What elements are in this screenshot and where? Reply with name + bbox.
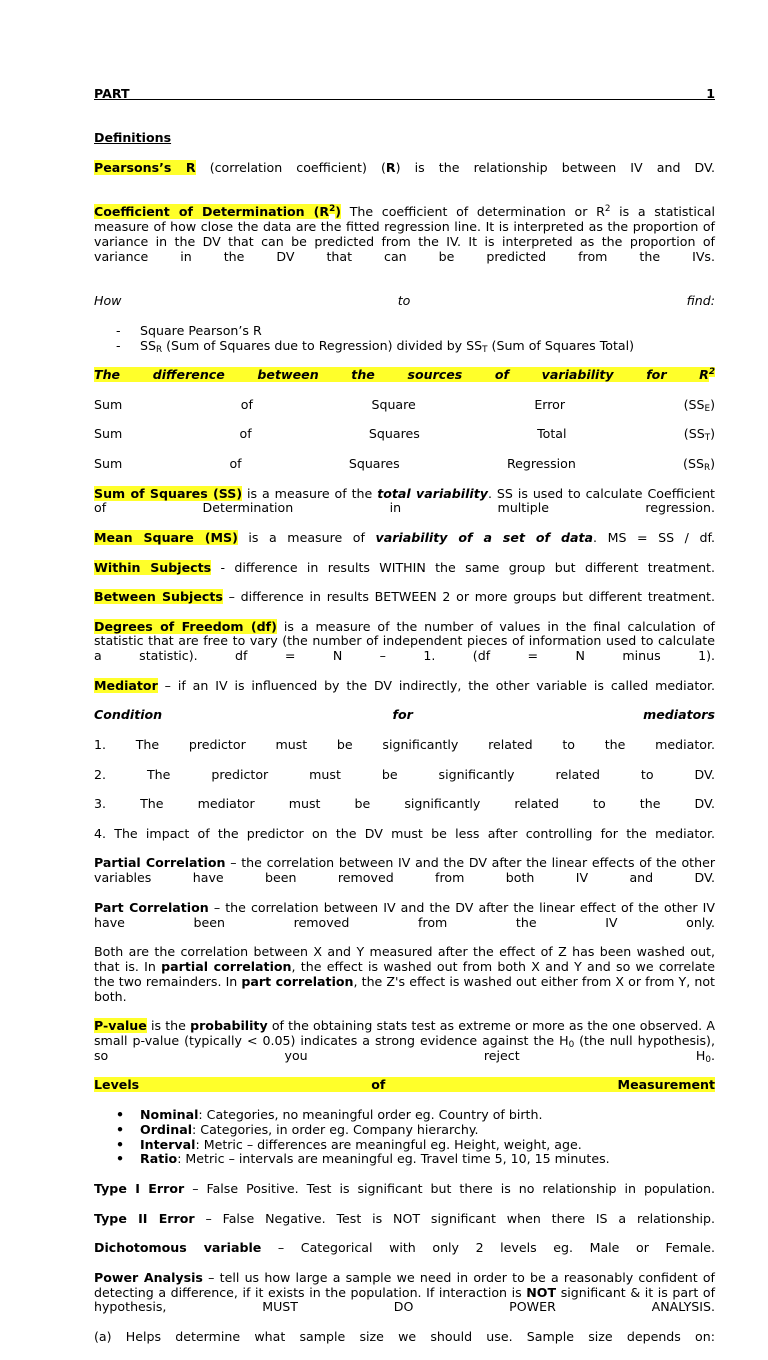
text-run: , the Z's effect is washed out either from X or from Y, not both. <box>94 973 715 1004</box>
blank-line <box>94 279 715 294</box>
text-run: . SS is used to calculate Coefficient of Determination in multiple regression. <box>94 485 715 516</box>
subscript: E <box>704 403 711 414</box>
document-page <box>94 87 715 1360</box>
text-run: (correlation coefficient) ( <box>195 159 386 175</box>
list-item <box>116 339 715 354</box>
highlighted-term: Within Subjects <box>94 559 212 575</box>
text-run: . MS = SS / df. <box>593 529 715 545</box>
subscript: T <box>482 344 488 355</box>
list-item <box>116 1152 715 1167</box>
superscript: 2 <box>708 367 715 378</box>
text-run: : Categories, no meaningful order eg. Country of birth. <box>198 1106 543 1122</box>
text-run: is a statistical measure of how close the data are the fitted regression line. It is interpreted as the proportion of variance in the DV that can be predicted from the IV. It is interpreted as the proportion of variance in the DV that can be predicted from the IVs. <box>94 204 715 264</box>
bold-text: total variability <box>377 485 488 501</box>
text-run: 1. The predictor must be significantly related to the mediator. <box>94 737 715 753</box>
text-run: SS <box>140 337 156 353</box>
highlighted-term: Degrees of Freedom (df) <box>94 618 277 634</box>
paragraph <box>94 901 715 945</box>
paragraph <box>94 827 715 857</box>
text-run: 4. The impact of the predictor on the DV must be less after controlling for the mediator. <box>94 825 715 841</box>
paragraph <box>94 738 715 768</box>
paragraph <box>94 1212 715 1242</box>
bold-text: Type I Error <box>94 1180 185 1196</box>
text-run: ) <box>710 396 715 412</box>
text-run: – tell us how large a sample we need in order to be a reasonably confident of detecting a difference, if it exists in the population. If interaction is <box>94 1269 715 1300</box>
superscript: 2 <box>604 204 611 215</box>
paragraph <box>94 1019 715 1078</box>
highlighted-term: Sum of Squares (SS) <box>94 485 243 501</box>
text-run: – if an IV is influenced by the DV indirectly, the other variable is called mediator. <box>157 677 715 693</box>
text-run: Square Pearson’s R <box>140 322 262 338</box>
paragraph <box>94 205 715 279</box>
superscript: 2 <box>329 204 336 215</box>
text-run: , the effect is washed out from both X and Y and so we correlate the two remainders. In <box>94 959 715 989</box>
paragraph <box>94 294 715 324</box>
text-run: How to find: <box>94 293 715 309</box>
text-run: significant & it is part of hypothesis, MUST DO POWER ANALYSIS. <box>94 1284 715 1315</box>
bold-text: Type II Error <box>94 1210 195 1226</box>
text-run: 2. The predictor must be significantly related to DV. <box>94 766 715 782</box>
bold-text: Definitions <box>94 130 172 146</box>
paragraph <box>94 590 715 620</box>
paragraph <box>94 679 715 709</box>
bold-text: Ordinal <box>140 1121 193 1137</box>
text-run: 3. The mediator must be significantly related to the DV. <box>94 796 715 812</box>
bold-text: Part Correlation <box>94 899 209 915</box>
text-run: of the obtaining stats test as extreme or more as the one observed. A small p-value (typically < 0.05) indicates a strong evidence against the H <box>94 1018 715 1048</box>
subscript: R <box>156 344 163 355</box>
paragraph <box>94 161 715 191</box>
list-item <box>116 1123 715 1138</box>
highlighted-term: Levels of Measurement <box>94 1077 715 1093</box>
paragraph <box>94 1330 715 1360</box>
paragraph <box>94 398 715 428</box>
paragraph <box>94 87 715 117</box>
subscript: 0 <box>705 1054 711 1065</box>
text-run: is the <box>146 1018 191 1034</box>
bold-text: Ratio <box>140 1151 178 1167</box>
bullet-list <box>94 1108 715 1167</box>
bold-text: Interval <box>140 1136 196 1152</box>
text-run: ) <box>710 455 715 471</box>
paragraph <box>94 1271 715 1330</box>
dash-list <box>94 324 715 354</box>
list-item <box>116 1108 715 1123</box>
text-run: – False Positive. Test is significant but there is no relationship in population. <box>184 1180 716 1196</box>
bold-text: Power Analysis <box>94 1269 203 1285</box>
blank-line <box>94 117 715 132</box>
text-run: : Categories, in order eg. Company hierarchy. <box>192 1121 479 1137</box>
text-run: (Sum of Squares due to Regression) divided by SS <box>162 337 483 353</box>
text-run: : Metric – intervals are meaningful eg. Travel time 5, 10, 15 minutes. <box>177 1151 610 1167</box>
text-run: – difference in results BETWEEN 2 or more groups but different treatment. <box>222 589 715 605</box>
bold-text: Partial Correlation <box>94 855 226 871</box>
paragraph <box>94 768 715 798</box>
bold-text: Nominal <box>140 1106 199 1122</box>
text-run: ) <box>710 426 715 442</box>
paragraph <box>94 457 715 487</box>
text-run: is a measure of the number of values in the final calculation of statistic that are free to vary (the number of independent pieces of information used to calculate a statistic). df = N – 1. (df = N minus 1). <box>94 618 715 664</box>
text-run: – the correlation between IV and the DV after the linear effects of the other variables have been removed from both IV and DV. <box>94 855 715 886</box>
paragraph <box>94 531 715 561</box>
blank-line <box>94 353 715 368</box>
highlighted-term: Mediator <box>94 677 158 693</box>
paragraph <box>94 131 715 161</box>
text-run: – the correlation between IV and the DV after the linear effect of the other IV have been removed from the IV only. <box>94 899 715 930</box>
list-item <box>116 324 715 339</box>
paragraph <box>94 1182 715 1212</box>
subscript: T <box>704 433 711 444</box>
highlighted-term: ) <box>335 204 342 220</box>
text-run: : Metric – differences are meaningful eg. Height, weight, age. <box>195 1136 582 1152</box>
text-run: (the null hypothesis), so you reject H <box>94 1033 715 1063</box>
paragraph <box>94 708 715 738</box>
list-item <box>116 1138 715 1153</box>
paragraph <box>94 1078 715 1108</box>
text-run: The coefficient of determination or R <box>341 204 605 220</box>
bold-text: PART 1 <box>94 86 715 101</box>
text-run: . <box>710 1047 715 1063</box>
paragraph <box>94 856 715 900</box>
bold-text: probability <box>190 1018 268 1034</box>
text-run: Sum of Squares Regression (SS <box>94 455 704 471</box>
text-run: – False Negative. Test is NOT significant when there IS a relationship. <box>194 1210 716 1226</box>
highlighted-term: Between Subjects <box>94 589 223 605</box>
bold-text: part correlation <box>241 973 354 989</box>
bold-text: Condition for mediators <box>94 707 715 723</box>
subscript: R <box>703 462 711 473</box>
paragraph <box>94 561 715 591</box>
paragraph <box>94 487 715 531</box>
text-run: – Categorical with only 2 levels eg. Male or Female. <box>261 1240 715 1256</box>
paragraph <box>94 945 715 1019</box>
highlighted-term: The difference between the sources of variability for R <box>94 367 709 383</box>
text-run: Both are the correlation between X and Y measured after the effect of Z has been washed out, that is. In <box>94 944 715 975</box>
blank-line <box>94 191 715 206</box>
highlighted-term: Pearsons’s R <box>94 159 196 175</box>
blank-line <box>94 1167 715 1182</box>
bold-text: variability of a set of data <box>375 529 594 545</box>
text-run: - difference in results WITHIN the same group but different treatment. <box>211 559 715 575</box>
text-run: ) is the relationship between IV and DV. <box>395 159 716 175</box>
highlighted-term: Coefficient of Determination (R <box>94 204 330 220</box>
paragraph <box>94 797 715 827</box>
text-run: Sum of Squares Total (SS <box>94 426 705 442</box>
paragraph <box>94 368 715 398</box>
bold-text: R <box>385 159 396 175</box>
highlighted-term: P-value <box>94 1018 147 1034</box>
subscript: 0 <box>568 1040 575 1050</box>
bold-text: NOT <box>526 1284 557 1300</box>
paragraph <box>94 427 715 457</box>
bold-text: Dichotomous variable <box>94 1240 262 1256</box>
text-run: is a measure of <box>237 529 376 545</box>
paragraph <box>94 620 715 679</box>
text-run: (Sum of Squares Total) <box>487 337 635 353</box>
highlighted-term: Mean Square (MS) <box>94 529 238 545</box>
text-run: (a) Helps determine what sample size we should use. Sample size depends on: <box>94 1328 715 1344</box>
text-run: is a measure of the <box>242 485 378 501</box>
paragraph <box>94 1241 715 1271</box>
text-run: Sum of Square Error (SS <box>94 396 705 412</box>
bold-text: partial correlation <box>161 959 292 975</box>
